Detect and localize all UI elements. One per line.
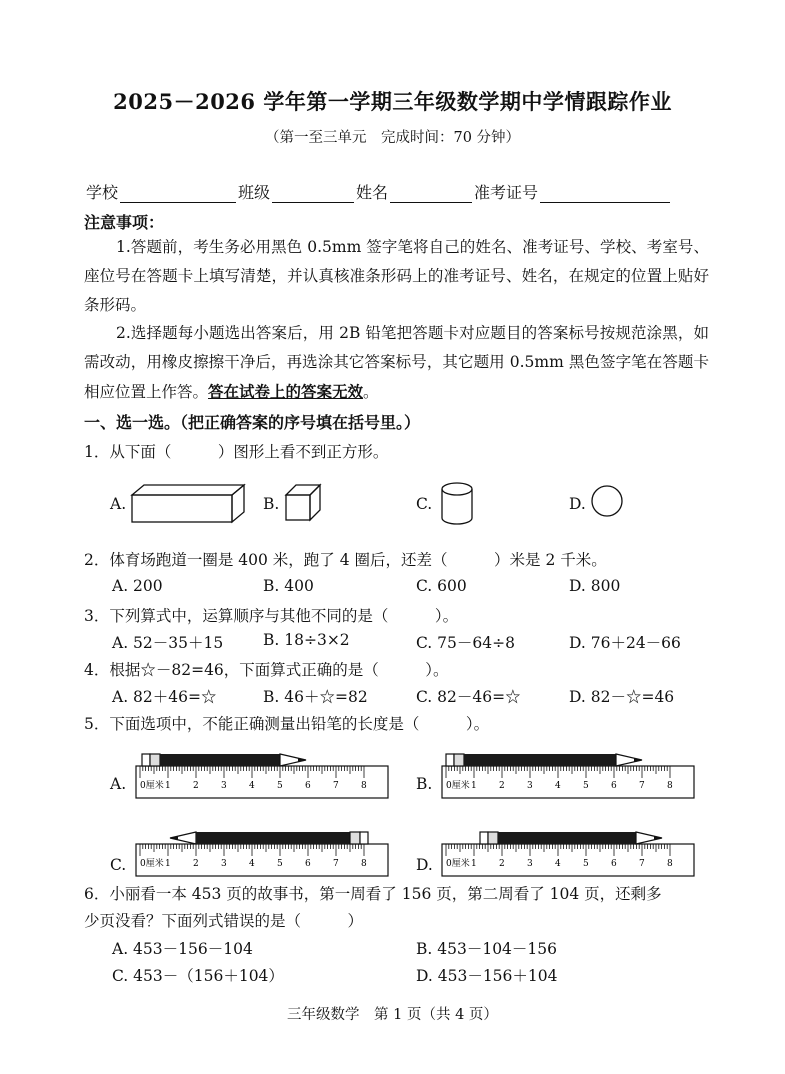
pencil-body — [464, 754, 616, 766]
ruler-tick-label: 7 — [333, 781, 339, 791]
q4-option-a: A. 82＋46=☆ — [112, 688, 217, 706]
ruler-unit-label: 0厘米 — [140, 781, 164, 791]
ruler-tick-label: 1 — [471, 859, 477, 869]
ruler-tick-label: 5 — [583, 859, 589, 869]
school-field[interactable] — [120, 185, 236, 203]
q5-label-a: A. — [110, 775, 127, 793]
ruler-unit-label: 0厘米 — [446, 859, 470, 869]
ruler-tick-label: 1 — [165, 859, 171, 869]
ruler-pencil-figure-a — [130, 744, 392, 800]
ruler-tick-label: 3 — [221, 859, 227, 869]
ruler — [136, 844, 388, 876]
ruler-tick-label: 3 — [221, 781, 227, 791]
ruler-tick-label: 1 — [471, 781, 477, 791]
q6-option-c: C. 453－（156＋104） — [112, 967, 284, 985]
cube-shape — [284, 483, 324, 525]
q1-label-a: A. — [110, 495, 127, 513]
ruler-tick-label: 3 — [527, 781, 533, 791]
q3-option-a: A. 52－35＋15 — [112, 634, 224, 652]
pencil-ferrule — [488, 832, 498, 844]
question-6-stem-line-1: 6．小丽看一本 453 页的故事书，第一周看了 156 页，第二周看了 104 页，还剩多 — [84, 885, 662, 903]
q6-option-a: A. 453－156－104 — [112, 940, 253, 958]
page-subtitle: （第一至三单元 完成时间：70 分钟） — [264, 130, 521, 146]
ruler-tick-label: 6 — [305, 859, 311, 869]
cylinder-shape — [439, 481, 475, 527]
q5-label-b: B. — [416, 775, 433, 793]
ruler-tick-label: 7 — [333, 859, 339, 869]
q6-option-d: D. 453－156＋104 — [416, 967, 558, 985]
question-1-stem: 1．从下面（ ）图形上看不到正方形。 — [84, 443, 389, 461]
name-label: 姓名 — [356, 183, 389, 202]
pencil-eraser — [446, 754, 454, 766]
ruler-tick-label: 3 — [527, 859, 533, 869]
pencil-body — [160, 754, 280, 766]
ruler-unit-label: 0厘米 — [446, 781, 470, 791]
notes-item-2: 2.选择题每小题选出答案后，用 2B 铅笔把答题卡对应题目的答案标号按规范涂黑，如需改动，用橡皮擦擦干净后，再选涂其它答案标号，其它题用 0.5mm 黑色签字笔在答题卡相应位置上作答。答在试卷上的答案无效。 — [84, 324, 709, 401]
q2-option-d: D. 800 — [569, 577, 621, 595]
name-field[interactable] — [390, 185, 472, 203]
ruler-pencil-figure-b — [436, 744, 698, 800]
q2-option-a: A. 200 — [112, 577, 163, 595]
question-5-stem: 5．下面选项中，不能正确测量出铅笔的长度是（ ）。 — [84, 715, 490, 733]
question-4-stem: 4．根据☆－82=46，下面算式正确的是（ ）。 — [84, 661, 449, 679]
notes-warning: 答在试卷上的答案无效 — [208, 382, 364, 401]
ruler-tick-label: 7 — [639, 859, 645, 869]
pencil-body — [196, 832, 350, 844]
q5-label-c: C. — [110, 856, 127, 874]
ruler-tick-label: 4 — [555, 859, 561, 869]
ruler-tick-label: 1 — [165, 781, 171, 791]
notes-heading: 注意事项： — [84, 213, 165, 232]
pencil — [446, 754, 642, 766]
pencil-ferrule — [454, 754, 464, 766]
ruler-tick-label: 8 — [667, 781, 673, 791]
pencil-eraser — [480, 832, 488, 844]
q4-option-c: C. 82－46=☆ — [416, 688, 521, 706]
ruler-tick-label: 5 — [277, 781, 283, 791]
page-title: 2025－2026 学年第一学期三年级数学期中学情跟踪作业 — [113, 89, 672, 114]
pencil-body — [498, 832, 636, 844]
class-field[interactable] — [272, 185, 354, 203]
q1-label-b: B. — [263, 495, 280, 513]
school-label: 学校 — [86, 183, 119, 202]
q2-option-c: C. 600 — [416, 577, 467, 595]
q2-option-b: B. 400 — [263, 577, 314, 595]
ruler-tick-label: 6 — [305, 781, 311, 791]
ruler-tick-label: 4 — [249, 781, 255, 791]
ruler-tick-label: 6 — [611, 859, 617, 869]
q1-label-d: D. — [569, 495, 586, 513]
ruler-pencil-figure-c — [130, 822, 392, 878]
ruler-tick-label: 4 — [555, 781, 561, 791]
ruler-tick-label: 2 — [193, 859, 199, 869]
ruler-tick-label: 8 — [361, 781, 367, 791]
cuboid-shape — [128, 483, 248, 525]
ruler-pencil-figure-d — [436, 822, 698, 878]
ruler — [136, 766, 388, 798]
student-info-row — [86, 180, 672, 203]
question-6-stem-line-2: 少页没看？下面列式错误的是（ ） — [84, 912, 364, 930]
ruler-tick-label: 5 — [277, 859, 283, 869]
class-label: 班级 — [238, 183, 271, 202]
ruler-tick-label: 5 — [583, 781, 589, 791]
exam-no-label: 准考证号 — [474, 183, 539, 202]
ruler — [442, 844, 694, 876]
pencil-ferrule — [350, 832, 360, 844]
ruler-tick-label: 8 — [667, 859, 673, 869]
q5-label-d: D. — [416, 856, 433, 874]
ruler-tick-label: 2 — [499, 781, 505, 791]
q4-option-b: B. 46＋☆=82 — [263, 688, 368, 706]
page-footer: 三年级数学 第 1 页（共 4 页） — [287, 1007, 498, 1023]
ruler-tick-label: 2 — [193, 781, 199, 791]
ruler — [442, 766, 694, 798]
q3-option-c: C. 75－64÷8 — [416, 634, 515, 652]
q3-option-d: D. 76＋24－66 — [569, 634, 681, 652]
ruler-unit-label: 0厘米 — [140, 859, 164, 869]
pencil — [480, 832, 662, 844]
sphere-shape — [589, 483, 625, 519]
pencil — [142, 754, 306, 766]
q1-label-c: C. — [416, 495, 433, 513]
ruler-tick-label: 7 — [639, 781, 645, 791]
pencil-eraser — [360, 832, 368, 844]
question-3-stem: 3．下列算式中，运算顺序与其他不同的是（ ）。 — [84, 607, 459, 625]
q3-option-b: B. 18÷3×2 — [263, 631, 350, 649]
exam-no-field[interactable] — [540, 185, 670, 203]
pencil-ferrule — [150, 754, 160, 766]
ruler-tick-label: 8 — [361, 859, 367, 869]
ruler-tick-label: 6 — [611, 781, 617, 791]
section-1-heading: 一、选一选。（把正确答案的序号填在括号里。） — [84, 413, 421, 432]
pencil-eraser — [142, 754, 150, 766]
ruler-tick-label: 4 — [249, 859, 255, 869]
pencil — [170, 832, 368, 844]
ruler-tick-label: 2 — [499, 859, 505, 869]
notes-item-1: 1.答题前，考生务必用黑色 0.5mm 签字笔将自己的姓名、准考证号、学校、考室号、座位号在答题卡上填写清楚，并认真核准条形码上的准考证号、姓名，在规定的位置上贴好条形码。 — [84, 238, 709, 314]
q4-option-d: D. 82－☆=46 — [569, 688, 675, 706]
question-2-stem: 2．体育场跑道一圈是 400 米，跑了 4 圈后，还差（ ）米是 2 千米。 — [84, 551, 607, 569]
q6-option-b: B. 453－104－156 — [416, 940, 557, 958]
